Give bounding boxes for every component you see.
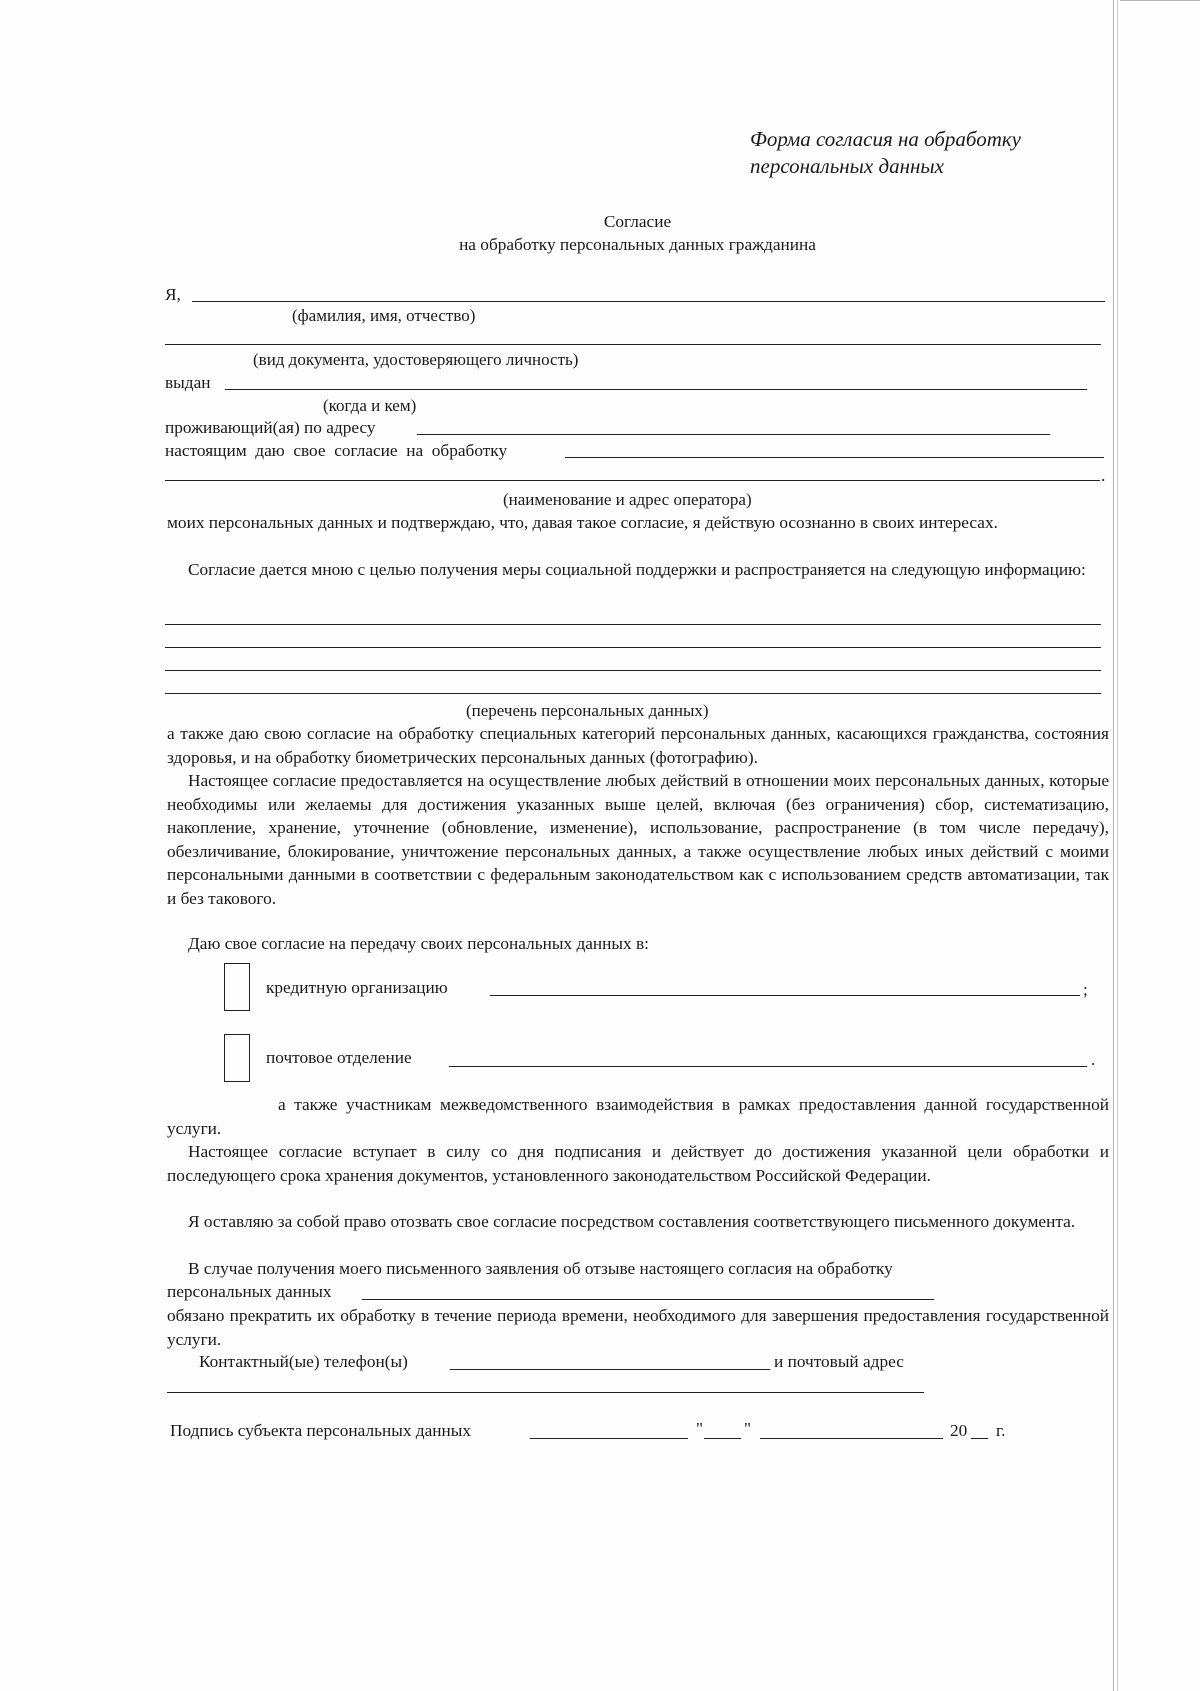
consent-label: настоящим даю свое согласие на обработку xyxy=(165,441,508,460)
paragraph-actions: Настоящее согласие предоставляется на осуществление любых действий в отношении моих персональных данных, которые необходимы или желаемы для достижения указанных выше целей, включая (без ограничения) сбор, систематизацию, накопление, хранение, уточнение (обновление, изменение), использование, распространение (в том числе передачу), обезличивание, блокирование, уничтожение персональных данных, а также осуществление любых иных действий с моими персональными данными в соответствии с федеральным законодательством как с использованием средств автоматизации, так и без такового. xyxy=(167,771,1109,908)
postal-address-line[interactable] xyxy=(167,1392,924,1393)
form-title-line1: Форма согласия на обработку xyxy=(750,127,1022,151)
document-title-line1: Согласие xyxy=(603,212,672,231)
form-title-line2: персональных данных xyxy=(750,154,944,178)
date-quote-open: " xyxy=(696,1419,704,1438)
credit-org-checkbox[interactable] xyxy=(224,963,250,1011)
operator-line-end-dot: . xyxy=(1101,466,1106,485)
paragraph-validity: Настоящее согласие вступает в силу со дня подписания и действует до достижения указанной цели обработки и последующего срока хранения документов, установленного законодательством Российской Федерации. xyxy=(167,1142,1109,1185)
credit-org-line[interactable] xyxy=(490,995,1080,996)
fio-line[interactable] xyxy=(192,301,1105,302)
post-office-label: почтовое отделение xyxy=(266,1048,412,1067)
issued-label: выдан xyxy=(165,373,211,392)
year-line[interactable] xyxy=(971,1438,988,1439)
paragraph-transfer: Даю свое согласие на передачу своих персональных данных в: xyxy=(188,934,649,953)
fio-caption: (фамилия, имя, отчество) xyxy=(292,306,476,325)
paragraph-withdrawal: В случае получения моего письменного заявления об отзыве настоящего согласия на обработку xyxy=(188,1259,893,1278)
document-title xyxy=(330,210,945,256)
year-prefix: 20 xyxy=(950,1421,968,1440)
phone-label: Контактный(ые) телефон(ы) xyxy=(199,1352,408,1371)
pd-list-line-1[interactable] xyxy=(165,624,1101,625)
phone-line[interactable] xyxy=(450,1369,770,1370)
paragraph-purpose: Согласие дается мною с целью получения меры социальной поддержки и распространяется на следующую информацию: xyxy=(188,560,1086,579)
operator-line-1[interactable] xyxy=(565,457,1104,458)
operator-caption: (наименование и адрес оператора) xyxy=(503,490,752,509)
operator-line-2[interactable] xyxy=(165,480,1100,481)
address-line[interactable] xyxy=(417,434,1050,435)
document-caption: (вид документа, удостоверяющего личность) xyxy=(253,350,579,369)
day-line[interactable] xyxy=(704,1438,741,1439)
paragraph-revocation: Я оставляю за собой право отозвать свое согласие посредством составления соответствующего письменного документа. xyxy=(188,1212,1076,1231)
paragraph-interagency: а также участникам межведомственного взаимодействия в рамках предоставления данной государственной услуги. xyxy=(167,1095,1109,1138)
post-office-end: . xyxy=(1091,1050,1096,1069)
paragraph-awareness: моих персональных данных и подтверждаю, что, давая такое согласие, я действую осознанно в своих интересах. xyxy=(167,513,998,532)
pd-list-line-3[interactable] xyxy=(165,670,1101,671)
i-label: Я, xyxy=(165,285,181,304)
issued-caption: (когда и кем) xyxy=(323,396,417,415)
signature-line[interactable] xyxy=(530,1438,688,1439)
issued-line[interactable] xyxy=(225,389,1087,390)
signature-label: Подпись субъекта персональных данных xyxy=(170,1421,472,1440)
form-title xyxy=(750,126,1021,180)
document-line[interactable] xyxy=(165,344,1101,345)
pd-list-caption: (перечень персональных данных) xyxy=(466,701,709,720)
post-office-checkbox[interactable] xyxy=(224,1034,250,1082)
credit-org-end: ; xyxy=(1083,980,1088,999)
address-label: проживающий(ая) по адресу xyxy=(165,418,376,437)
year-suffix: г. xyxy=(996,1421,1006,1440)
month-line[interactable] xyxy=(760,1438,943,1439)
paragraph-withdrawal-cont: персональных данных xyxy=(167,1282,332,1301)
date-quote-close: " xyxy=(744,1419,752,1438)
credit-org-label: кредитную организацию xyxy=(266,978,448,997)
withdrawal-operator-line[interactable] xyxy=(362,1299,934,1300)
post-office-line[interactable] xyxy=(449,1066,1087,1067)
pd-list-line-4[interactable] xyxy=(165,693,1101,694)
postal-label: и почтовый адрес xyxy=(774,1352,904,1371)
document-title-line2: на обработку персональных данных гражданина xyxy=(459,234,816,254)
paragraph-special-categories: а также даю свою согласие на обработку специальных категорий персональных данных, касающихся гражданства, состояния здоровья, и на обработку биометрических персональных данных (фотографию). xyxy=(167,724,1109,767)
paragraph-termination: обязано прекратить их обработку в течение периода времени, необходимого для завершения предоставления государственной услуги. xyxy=(167,1306,1109,1349)
pd-list-line-2[interactable] xyxy=(165,647,1101,648)
